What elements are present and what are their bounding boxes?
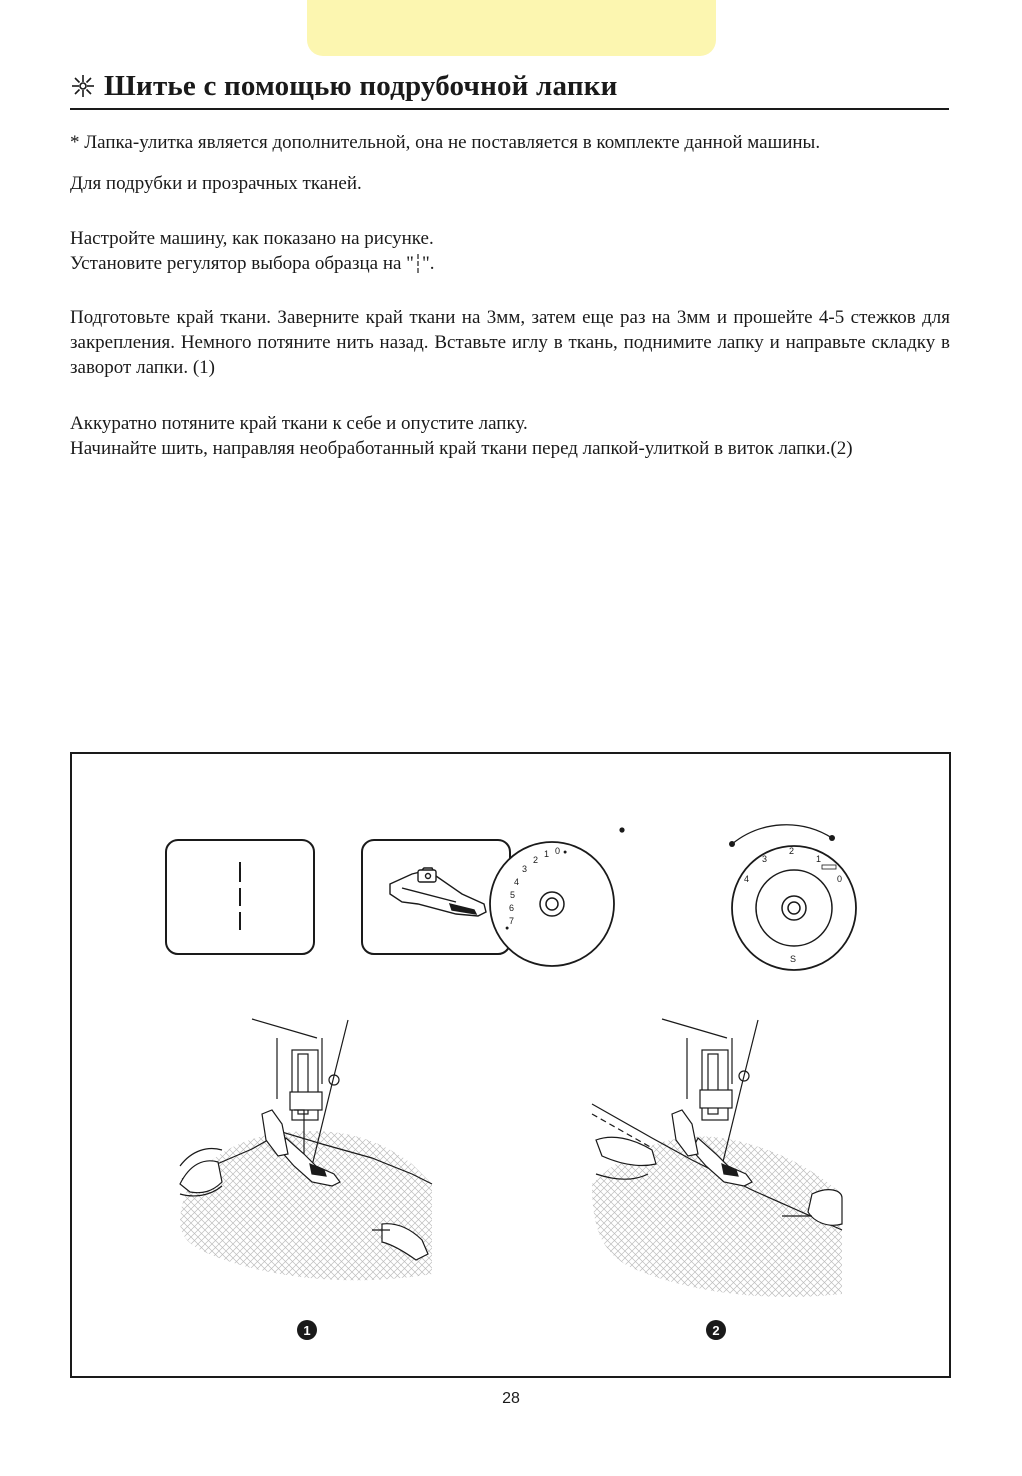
- width-dial-mark: ●: [505, 925, 510, 932]
- pattern-line-start: Установите регулятор выбора образца на ": [70, 253, 414, 274]
- section-header: [70, 64, 949, 110]
- step-badge-2: [706, 1320, 726, 1340]
- pattern-line: [70, 251, 950, 276]
- note-text: [70, 130, 950, 155]
- sew-paragraph: Начинайте шить, направляя необработанный край ткани перед лапкой-улиткой в виток лапки.(2): [70, 438, 853, 459]
- setup-line: Настройте машину, как показано на рисунке.: [70, 228, 434, 249]
- illustration-frame: [70, 752, 951, 1378]
- sewing-illustration-1: [180, 1019, 432, 1326]
- length-dial-label: 3: [762, 854, 768, 864]
- intro-line: Для подрубки и прозрачных тканей.: [70, 173, 362, 194]
- width-dial-label: 4: [514, 877, 520, 887]
- stitch-length-dial: [729, 825, 856, 970]
- presser-foot-panel: [362, 840, 510, 954]
- header-tab: [307, 0, 716, 56]
- page-number: 28: [502, 1390, 520, 1407]
- length-dial-label: 1: [816, 854, 822, 864]
- page-title: Шитье с помощью подрубочной лапки: [104, 69, 618, 102]
- width-dial-mark: ●: [563, 849, 568, 856]
- width-dial-label: 6: [509, 903, 515, 913]
- stitch-pattern-panel: [166, 840, 314, 954]
- length-dial-label: S: [790, 954, 797, 964]
- prepare-paragraph: Подготовьте край ткани. Заверните край ткани на 3мм, затем еще раз на 3мм и прошейте 4-5 стежков для закрепления. Немного потяните нить назад. Вставьте иглу в ткань, поднимите лапку и направьте складку в заворот лапки. (1): [70, 307, 950, 378]
- sparkle-icon: [70, 73, 96, 99]
- sew-text: [70, 436, 950, 461]
- width-dial-label: 0: [555, 846, 561, 856]
- dial-indicator: [829, 835, 835, 841]
- width-dial-label: 7: [509, 916, 515, 926]
- accessory-note: * Лапка-улитка является дополнительной, она не поставляется в комплекте данной машины.: [70, 132, 821, 153]
- pull-line: Аккуратно потяните край ткани к себе и опустите лапку.: [70, 413, 528, 434]
- step-number: 1: [303, 1323, 311, 1338]
- setup-text: [70, 226, 950, 276]
- width-dial-label: 3: [522, 864, 528, 874]
- step-number: 2: [712, 1323, 720, 1338]
- length-dial-label: 2: [789, 846, 795, 856]
- illustration-canvas: [72, 754, 949, 1376]
- dial-indicator: [729, 841, 735, 847]
- straight-stitch-icon: [414, 253, 422, 273]
- step-badge-1: [297, 1320, 317, 1340]
- pull-text: [70, 411, 950, 436]
- prepare-text: [70, 305, 950, 380]
- sewing-illustration-2: [592, 1019, 842, 1297]
- dial-indicator: [619, 827, 624, 832]
- pattern-line-end: ".: [421, 253, 435, 274]
- intro-text: [70, 171, 950, 196]
- width-dial-label: 2: [533, 855, 539, 865]
- length-dial-label: 0: [837, 874, 843, 884]
- width-dial-label: 1: [544, 849, 550, 859]
- width-dial-label: 5: [510, 890, 516, 900]
- length-dial-label: 4: [744, 874, 750, 884]
